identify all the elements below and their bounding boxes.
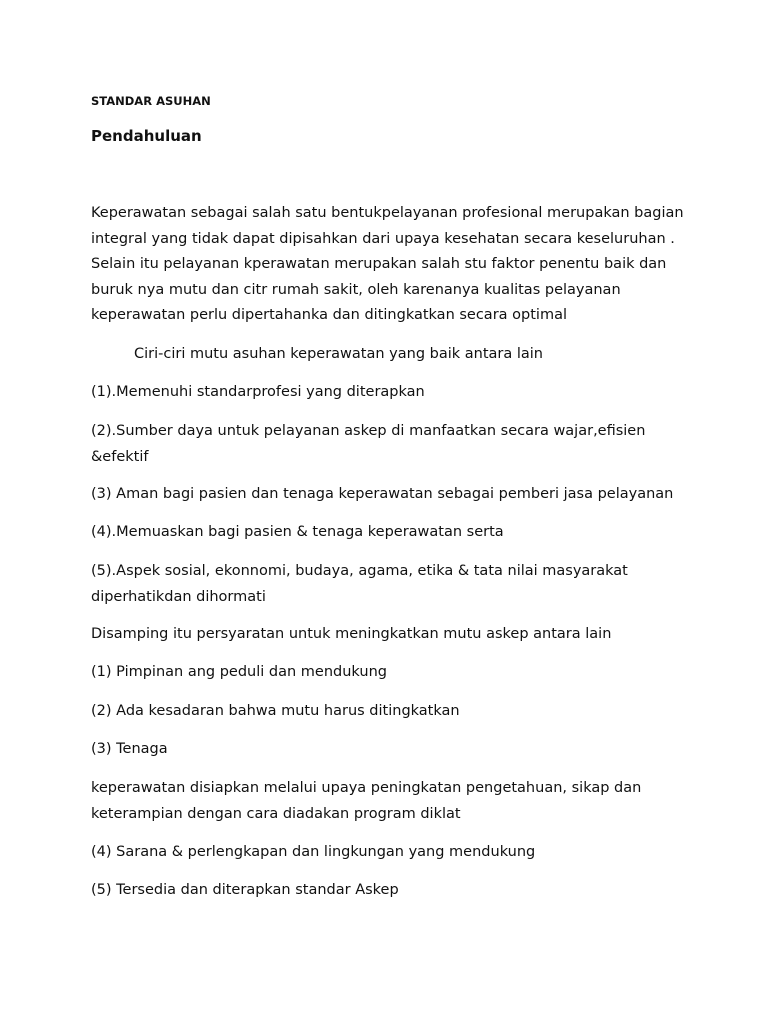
requirement-item-5 [91, 878, 691, 904]
criteria-item-5 [91, 559, 691, 610]
requirement-line: (3) Tenaga [91, 741, 168, 757]
criteria-intro: Ciri-ciri mutu asuhan keperawatan yang baik antara lain [134, 346, 543, 362]
criteria-item-4 [91, 520, 691, 546]
requirement-line: (4) Sarana & perlengkapan dan lingkungan yang mendukung [91, 844, 536, 860]
criteria-line: (1).Memenuhi standarprofesi yang diterapkan [91, 384, 425, 400]
requirement-item-1 [91, 660, 691, 686]
criteria-item-2 [91, 419, 691, 470]
intro-line: Selain itu pelayanan kperawatan merupakan salah stu faktor penentu baik dan [91, 256, 667, 272]
document-title: STANDAR ASUHAN [91, 94, 211, 108]
requirement-item-4 [91, 840, 691, 866]
criteria-item-1 [91, 380, 691, 406]
requirement-line: (1) Pimpinan ang peduli dan mendukung [91, 664, 387, 680]
intro-line: Keperawatan sebagai salah satu bentukpelayanan profesional merupakan bagian [91, 205, 684, 221]
criteria-line: (5).Aspek sosial, ekonnomi, budaya, agama, etika & tata nilai masyarakat [91, 563, 628, 579]
requirement-item-3 [91, 737, 691, 763]
intro-line: integral yang tidak dapat dipisahkan dari upaya kesehatan secara keseluruhan . [91, 230, 675, 247]
requirement-item-2 [91, 699, 691, 725]
criteria-item-3 [91, 482, 691, 508]
requirement-item-3-detail [91, 776, 691, 827]
criteria-line: diperhatikdan dihormati [91, 588, 266, 605]
intro-paragraph [91, 201, 691, 329]
intro-line: buruk nya mutu dan citr rumah sakit, oleh karenanya kualitas pelayanan [91, 281, 621, 298]
criteria-line: (3) Aman bagi pasien dan tenaga keperawatan sebagai pemberi jasa pelayanan [91, 486, 674, 502]
requirement-line: (2) Ada kesadaran bahwa mutu harus ditingkatkan [91, 703, 460, 719]
criteria-line: (2).Sumber daya untuk pelayanan askep di manfaatkan secara wajar,efisien [91, 423, 646, 439]
requirements-intro: Disamping itu persyaratan untuk meningkatkan mutu askep antara lain [91, 626, 612, 642]
intro-line: keperawatan perlu dipertahanka dan ditingkatkan secara optimal [91, 307, 567, 323]
requirement-line: keperawatan disiapkan melalui upaya peningkatan pengetahuan, sikap dan [91, 780, 642, 796]
requirement-line: (5) Tersedia dan diterapkan standar Askep [91, 882, 399, 898]
requirement-line: keterampian dengan cara diadakan program diklat [91, 805, 461, 822]
criteria-line: (4).Memuaskan bagi pasien & tenaga keperawatan serta [91, 524, 504, 540]
section-heading: Pendahuluan [91, 127, 202, 145]
criteria-line: &efektif [91, 448, 149, 465]
